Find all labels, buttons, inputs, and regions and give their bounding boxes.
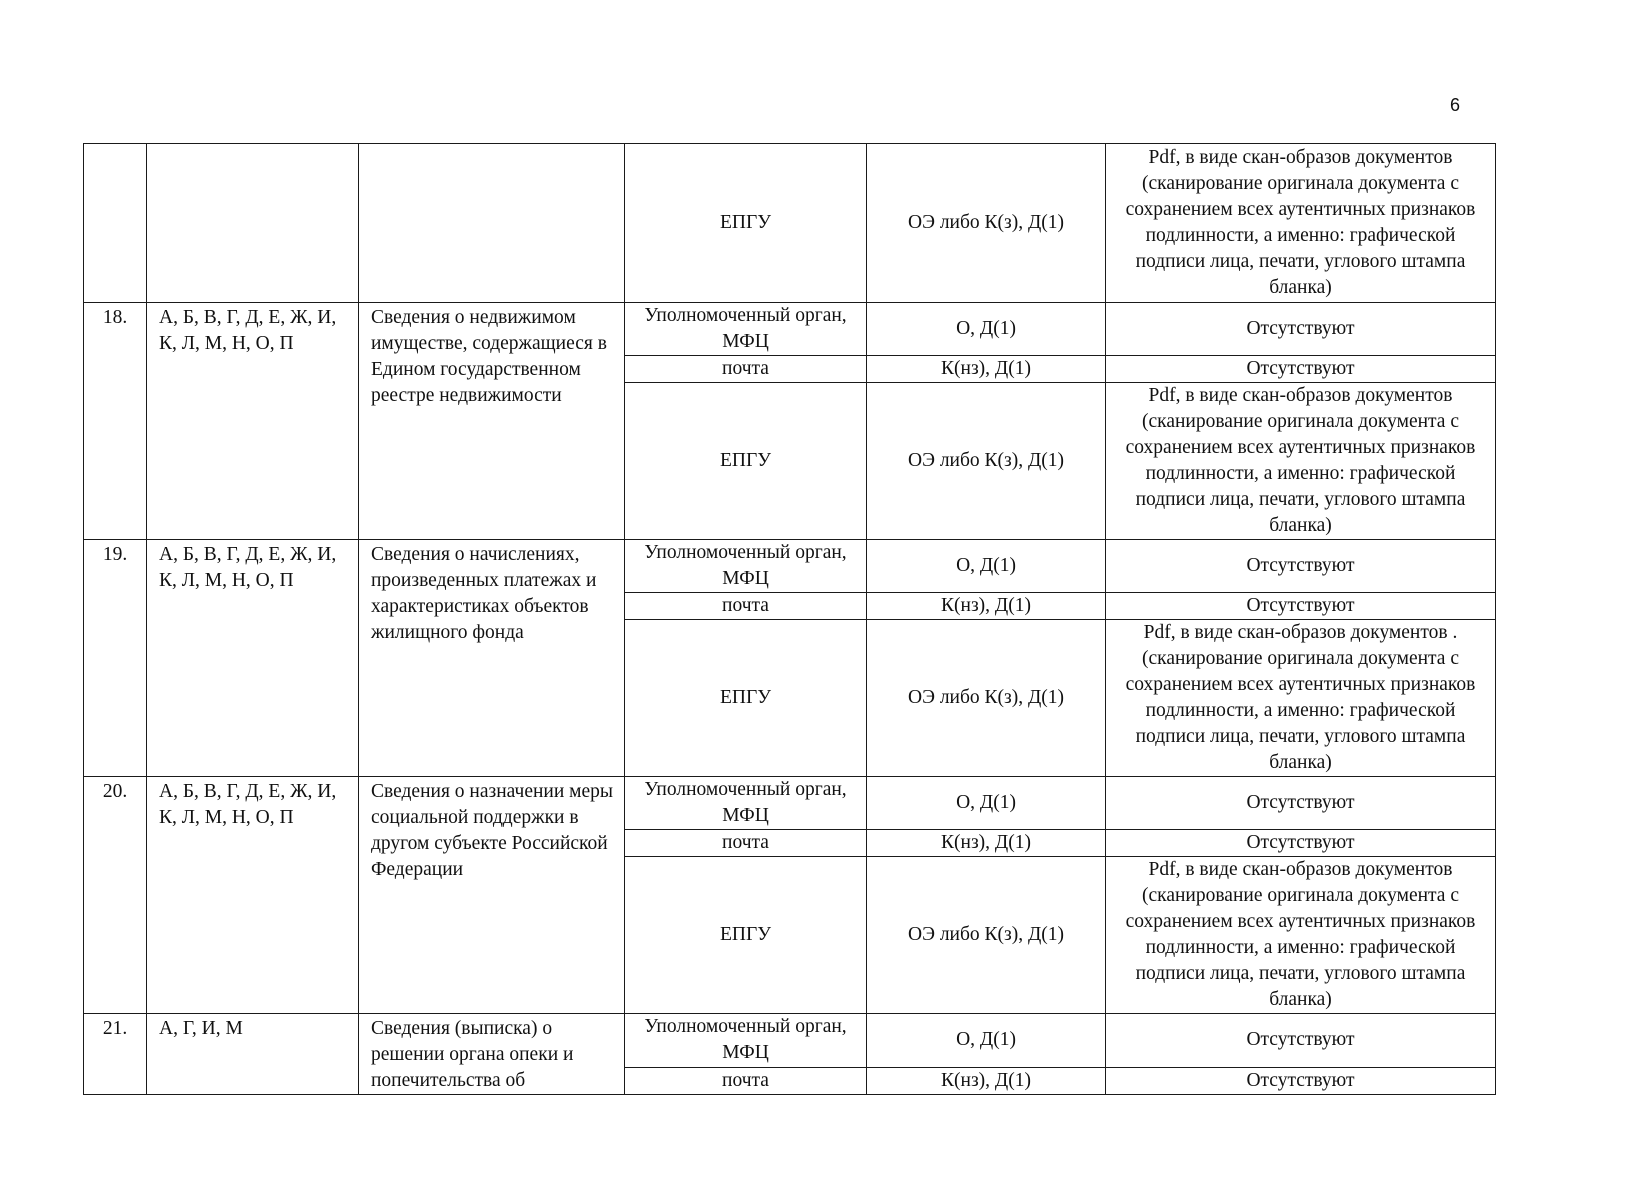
row-number: 20.: [84, 777, 147, 1014]
submission-method: Уполномоченный орган, МФЦ: [625, 1014, 867, 1068]
electronic-form-requirements: Pdf, в виде скан-образов документов (сканирование оригинала документа с сохранением всех аутентичных признаков подлинности, а именно: графической подписи лица, печати, углового штампа бланка): [1106, 144, 1496, 303]
submission-method: ЕПГУ: [625, 857, 867, 1014]
submission-method: ЕПГУ: [625, 620, 867, 777]
document-status: ОЭ либо К(з), Д(1): [867, 857, 1106, 1014]
applicant-groups: [147, 144, 359, 303]
submission-method: Уполномоченный орган, МФЦ: [625, 540, 867, 593]
document-name: Сведения о недвижимом имуществе, содержащиеся в Едином государственном реестре недвижимости: [359, 303, 625, 540]
electronic-form-requirements: Отсутствуют: [1106, 777, 1496, 830]
applicant-groups: А, Г, И, М: [147, 1014, 359, 1095]
document-status: ОЭ либо К(з), Д(1): [867, 383, 1106, 540]
submission-method: почта: [625, 593, 867, 620]
submission-method: почта: [625, 1067, 867, 1094]
submission-method: Уполномоченный орган, МФЦ: [625, 303, 867, 356]
electronic-form-requirements: Pdf, в виде скан-образов документов (сканирование оригинала документа с сохранением всех аутентичных признаков подлинности, а именно: графической подписи лица, печати, углового штампа бланка): [1106, 857, 1496, 1014]
table-row: [84, 777, 1496, 830]
submission-method: почта: [625, 830, 867, 857]
document-status: ОЭ либо К(з), Д(1): [867, 620, 1106, 777]
table-row: [84, 540, 1496, 593]
electronic-form-requirements: Pdf, в виде скан-образов документов (сканирование оригинала документа с сохранением всех аутентичных признаков подлинности, а именно: графической подписи лица, печати, углового штампа бланка): [1106, 383, 1496, 540]
submission-method: почта: [625, 356, 867, 383]
document-status: О, Д(1): [867, 540, 1106, 593]
document-status: ОЭ либо К(з), Д(1): [867, 144, 1106, 303]
table-row: [84, 1014, 1496, 1068]
applicant-groups: А, Б, В, Г, Д, Е, Ж, И, К, Л, М, Н, О, П: [147, 540, 359, 777]
row-number: [84, 144, 147, 303]
submission-method: Уполномоченный орган, МФЦ: [625, 777, 867, 830]
applicant-groups: А, Б, В, Г, Д, Е, Ж, И, К, Л, М, Н, О, П: [147, 303, 359, 540]
electronic-form-requirements: Отсутствуют: [1106, 830, 1496, 857]
electronic-form-requirements: Отсутствуют: [1106, 303, 1496, 356]
document-status: О, Д(1): [867, 777, 1106, 830]
document-status: О, Д(1): [867, 1014, 1106, 1068]
page-number: 6: [1450, 95, 1461, 115]
submission-method: ЕПГУ: [625, 144, 867, 303]
document-status: К(нз), Д(1): [867, 830, 1106, 857]
document-name: Сведения о начислениях, произведенных платежах и характеристиках объектов жилищного фонда: [359, 540, 625, 777]
row-number: 21.: [84, 1014, 147, 1095]
electronic-form-requirements: Отсутствуют: [1106, 1014, 1496, 1068]
continuation-row: [84, 144, 1496, 303]
document-status: К(нз), Д(1): [867, 1067, 1106, 1094]
table-body: [84, 144, 1496, 1095]
electronic-form-requirements: Отсутствуют: [1106, 540, 1496, 593]
document-status: К(нз), Д(1): [867, 356, 1106, 383]
table-row: [84, 303, 1496, 356]
document-status: К(нз), Д(1): [867, 593, 1106, 620]
requirements-table: [83, 143, 1496, 1095]
document-status: О, Д(1): [867, 303, 1106, 356]
electronic-form-requirements: Pdf, в виде скан-образов документов .(сканирование оригинала документа с сохранением всех аутентичных признаков подлинности, а именно: графической подписи лица, печати, углового штампа бланка): [1106, 620, 1496, 777]
applicant-groups: А, Б, В, Г, Д, Е, Ж, И, К, Л, М, Н, О, П: [147, 777, 359, 1014]
document-name: [359, 144, 625, 303]
submission-method: ЕПГУ: [625, 383, 867, 540]
row-number: 18.: [84, 303, 147, 540]
document-name: Сведения (выписка) о решении органа опеки и попечительства об: [359, 1014, 625, 1095]
electronic-form-requirements: Отсутствуют: [1106, 1067, 1496, 1094]
electronic-form-requirements: Отсутствуют: [1106, 356, 1496, 383]
row-number: 19.: [84, 540, 147, 777]
electronic-form-requirements: Отсутствуют: [1106, 593, 1496, 620]
document-name: Сведения о назначении меры социальной поддержки в другом субъекте Российской Федерации: [359, 777, 625, 1014]
